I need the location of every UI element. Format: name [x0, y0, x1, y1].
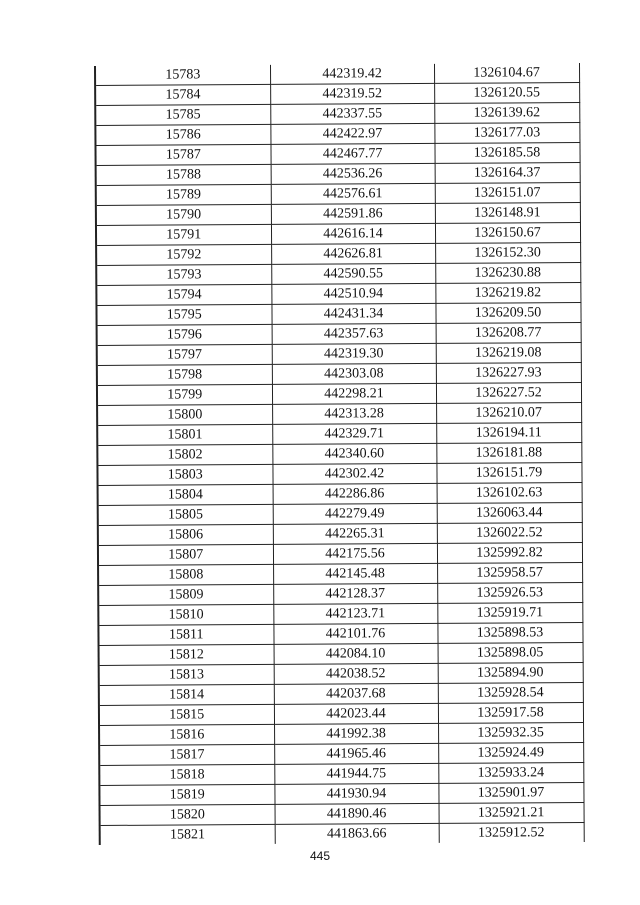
- table-row: [99, 763, 583, 786]
- x-coordinate-cell: 442298.21: [272, 383, 436, 404]
- y-coordinate-cell: 1326102.63: [437, 483, 582, 504]
- x-coordinate-cell: 442626.81: [271, 243, 435, 264]
- x-coordinate-cell: 442265.31: [273, 523, 437, 544]
- table-row: [97, 323, 581, 346]
- x-coordinate-cell: 442084.10: [274, 643, 438, 664]
- x-coordinate-cell: 442313.28: [272, 403, 436, 424]
- table-row: [97, 403, 581, 426]
- x-coordinate-cell: 442023.44: [274, 703, 438, 724]
- y-coordinate-cell: 1326164.37: [435, 163, 580, 184]
- point-id-cell: 15820: [100, 804, 275, 825]
- table-row: [96, 183, 580, 206]
- point-id-cell: 15802: [97, 444, 272, 465]
- x-coordinate-cell: 442037.68: [274, 683, 438, 704]
- point-id-cell: 15811: [98, 624, 273, 645]
- table-row: [97, 443, 581, 466]
- y-coordinate-cell: 1326151.07: [435, 183, 580, 204]
- x-coordinate-cell: 442357.63: [272, 323, 436, 344]
- table-row: [99, 703, 583, 726]
- y-coordinate-cell: 1325928.54: [438, 683, 583, 704]
- table-row: [98, 603, 582, 626]
- table-row: [97, 423, 581, 446]
- y-coordinate-cell: 1326185.58: [434, 143, 579, 164]
- point-id-cell: 15793: [96, 264, 271, 285]
- y-coordinate-cell: 1326151.79: [436, 463, 581, 484]
- point-id-cell: 15806: [98, 524, 273, 545]
- table-row: [96, 203, 580, 226]
- point-id-cell: 15809: [98, 584, 273, 605]
- table-row: [97, 383, 581, 406]
- point-id-cell: 15815: [99, 704, 274, 725]
- x-coordinate-cell: 441965.46: [274, 743, 438, 764]
- x-coordinate-cell: 442319.52: [270, 83, 434, 104]
- x-coordinate-cell: 442431.34: [271, 303, 435, 324]
- x-coordinate-cell: 442123.71: [273, 603, 437, 624]
- point-id-cell: 15799: [97, 384, 272, 405]
- x-coordinate-cell: 442128.37: [273, 583, 437, 604]
- table-row: [95, 63, 579, 85]
- y-coordinate-cell: 1326194.11: [436, 423, 581, 444]
- point-id-cell: 15789: [96, 184, 271, 205]
- x-coordinate-cell: 442340.60: [272, 443, 436, 464]
- point-id-cell: 15790: [96, 204, 271, 225]
- table-row: [97, 463, 581, 486]
- x-coordinate-cell: 442279.49: [273, 503, 437, 524]
- y-coordinate-cell: 1326152.30: [435, 243, 580, 264]
- y-coordinate-cell: 1326150.67: [435, 223, 580, 244]
- table-row: [100, 803, 584, 826]
- table-row: [98, 483, 582, 506]
- y-coordinate-cell: 1326063.44: [437, 503, 582, 524]
- y-coordinate-cell: 1325933.24: [438, 763, 583, 784]
- table-row: [98, 583, 582, 606]
- x-coordinate-cell: 442536.26: [271, 163, 435, 184]
- table-row: [96, 263, 580, 286]
- point-id-cell: 15785: [95, 104, 270, 125]
- y-coordinate-cell: 1325958.57: [437, 563, 582, 584]
- page-number: 445: [309, 849, 331, 863]
- table-row: [95, 83, 579, 106]
- y-coordinate-cell: 1325992.82: [437, 543, 582, 564]
- point-id-cell: 15794: [96, 284, 271, 305]
- x-coordinate-cell: 441890.46: [275, 803, 439, 824]
- point-id-cell: 15798: [97, 364, 272, 385]
- table-row: [96, 283, 580, 306]
- table-row: [98, 503, 582, 526]
- x-coordinate-cell: 441992.38: [274, 723, 438, 744]
- y-coordinate-cell: 1326120.55: [434, 83, 579, 104]
- y-coordinate-cell: 1325912.52: [439, 823, 584, 843]
- x-coordinate-cell: 442576.61: [271, 183, 435, 204]
- x-coordinate-cell: 442038.52: [274, 663, 438, 684]
- y-coordinate-cell: 1325926.53: [437, 583, 582, 604]
- x-coordinate-cell: 442510.94: [271, 283, 435, 304]
- coordinates-table-body: [95, 63, 584, 845]
- table-row: [96, 243, 580, 266]
- y-coordinate-cell: 1325898.53: [437, 623, 582, 644]
- coordinates-table: [94, 63, 584, 845]
- table-row: [99, 743, 583, 766]
- table-row: [100, 823, 584, 845]
- table-row: [96, 223, 580, 246]
- point-id-cell: 15796: [97, 324, 272, 345]
- point-id-cell: 15784: [95, 84, 270, 105]
- point-id-cell: 15812: [99, 644, 274, 665]
- y-coordinate-cell: 1326230.88: [435, 263, 580, 284]
- x-coordinate-cell: 442303.08: [272, 363, 436, 384]
- point-id-cell: 15800: [97, 404, 272, 425]
- y-coordinate-cell: 1325917.58: [438, 703, 583, 724]
- y-coordinate-cell: 1325919.71: [437, 603, 582, 624]
- y-coordinate-cell: 1326227.93: [436, 363, 581, 384]
- y-coordinate-cell: 1326219.82: [435, 283, 580, 304]
- y-coordinate-cell: 1326181.88: [436, 443, 581, 464]
- point-id-cell: 15808: [98, 564, 273, 585]
- point-id-cell: 15818: [99, 764, 274, 785]
- x-coordinate-cell: 442591.86: [271, 203, 435, 224]
- y-coordinate-cell: 1326139.62: [434, 103, 579, 124]
- point-id-cell: 15797: [97, 344, 272, 365]
- x-coordinate-cell: 442467.77: [270, 143, 434, 164]
- table-row: [95, 143, 579, 166]
- y-coordinate-cell: 1325894.90: [438, 663, 583, 684]
- table-row: [97, 363, 581, 386]
- y-coordinate-cell: 1326148.91: [435, 203, 580, 224]
- y-coordinate-cell: 1326210.07: [436, 403, 581, 424]
- point-id-cell: 15810: [98, 604, 273, 625]
- point-id-cell: 15795: [96, 304, 271, 325]
- point-id-cell: 15814: [99, 684, 274, 705]
- x-coordinate-cell: 442175.56: [273, 543, 437, 564]
- table-row: [99, 783, 583, 806]
- x-coordinate-cell: 441944.75: [274, 763, 438, 784]
- point-id-cell: 15819: [99, 784, 274, 805]
- table-row: [95, 123, 579, 146]
- y-coordinate-cell: 1326219.08: [436, 343, 581, 364]
- table-row: [95, 103, 579, 126]
- point-id-cell: 15787: [95, 144, 270, 165]
- table-row: [99, 683, 583, 706]
- y-coordinate-cell: 1326227.52: [436, 383, 581, 404]
- point-id-cell: 15792: [96, 244, 271, 265]
- table-row: [96, 163, 580, 186]
- x-coordinate-cell: 442337.55: [270, 103, 434, 124]
- x-coordinate-cell: 442145.48: [273, 563, 437, 584]
- y-coordinate-cell: 1325921.21: [439, 803, 584, 824]
- point-id-cell: 15807: [98, 544, 273, 565]
- table-row: [98, 543, 582, 566]
- point-id-cell: 15788: [96, 164, 271, 185]
- x-coordinate-cell: 442286.86: [273, 483, 437, 504]
- table-row: [99, 643, 583, 666]
- table-row: [98, 523, 582, 546]
- y-coordinate-cell: 1325924.49: [438, 743, 583, 764]
- y-coordinate-cell: 1325898.05: [438, 643, 583, 664]
- table-row: [99, 723, 583, 746]
- point-id-cell: 15801: [97, 424, 272, 445]
- y-coordinate-cell: 1325932.35: [438, 723, 583, 744]
- x-coordinate-cell: 441930.94: [274, 783, 438, 804]
- x-coordinate-cell: 442319.42: [270, 64, 434, 85]
- table-row: [96, 303, 580, 326]
- x-coordinate-cell: 442616.14: [271, 223, 435, 244]
- y-coordinate-cell: 1326208.77: [436, 323, 581, 344]
- point-id-cell: 15804: [98, 484, 273, 505]
- table-row: [98, 623, 582, 646]
- y-coordinate-cell: 1326022.52: [437, 523, 582, 544]
- x-coordinate-cell: 442422.97: [270, 123, 434, 144]
- x-coordinate-cell: 442302.42: [272, 463, 436, 484]
- table-row: [98, 563, 582, 586]
- table-row: [97, 343, 581, 366]
- point-id-cell: 15803: [97, 464, 272, 485]
- y-coordinate-cell: 1326104.67: [434, 63, 579, 83]
- point-id-cell: 15821: [100, 824, 275, 845]
- y-coordinate-cell: 1325901.97: [438, 783, 583, 804]
- point-id-cell: 15805: [98, 504, 273, 525]
- x-coordinate-cell: 442329.71: [272, 423, 436, 444]
- point-id-cell: 15817: [99, 744, 274, 765]
- point-id-cell: 15813: [99, 664, 274, 685]
- point-id-cell: 15791: [96, 224, 271, 245]
- x-coordinate-cell: 442319.30: [272, 343, 436, 364]
- y-coordinate-cell: 1326177.03: [434, 123, 579, 144]
- x-coordinate-cell: 442101.76: [273, 623, 437, 644]
- x-coordinate-cell: 442590.55: [271, 263, 435, 284]
- point-id-cell: 15786: [95, 124, 270, 145]
- table-row: [99, 663, 583, 686]
- x-coordinate-cell: 441863.66: [275, 823, 439, 844]
- point-id-cell: 15816: [99, 724, 274, 745]
- point-id-cell: 15783: [95, 65, 270, 86]
- y-coordinate-cell: 1326209.50: [435, 303, 580, 324]
